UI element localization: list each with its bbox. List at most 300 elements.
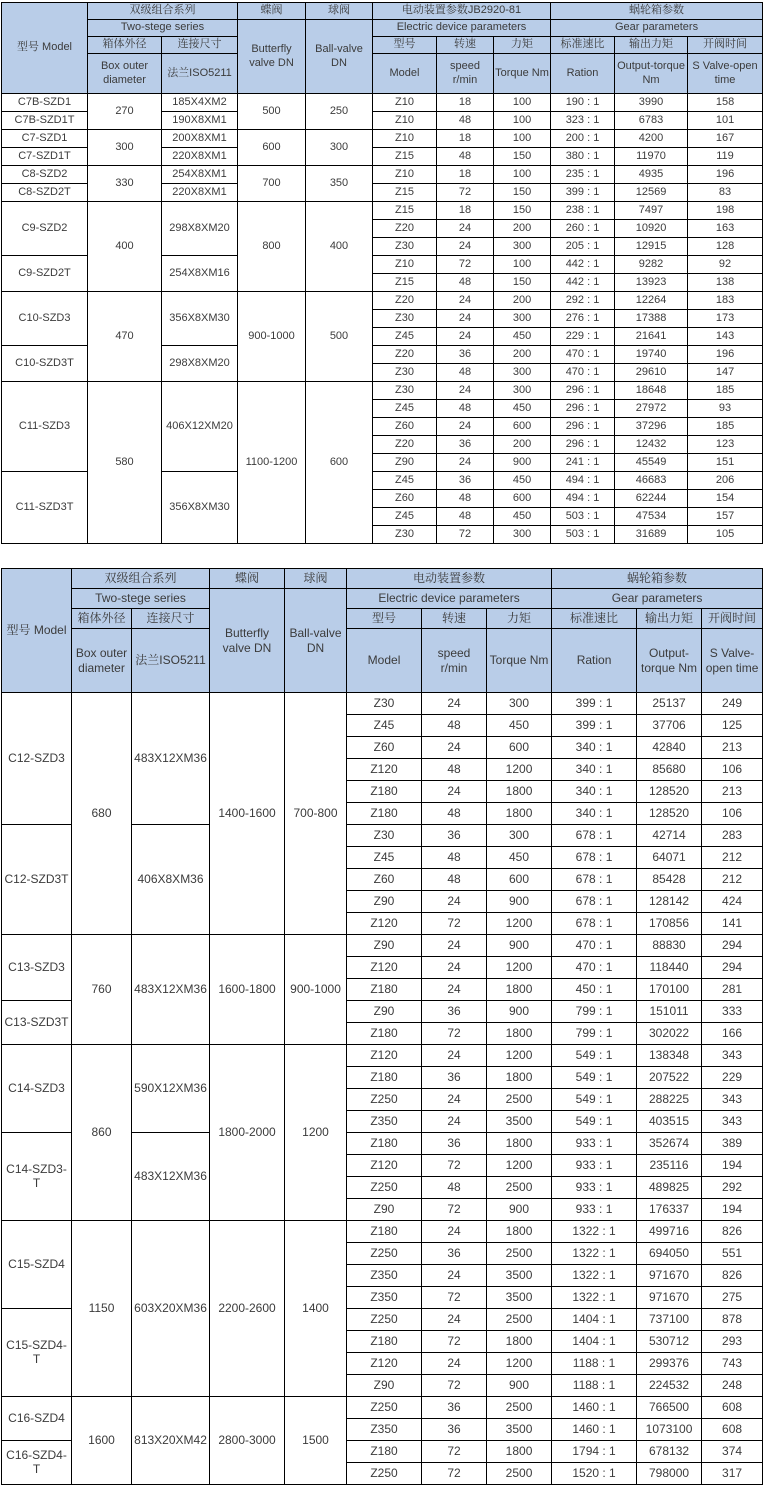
model-cell: C13-SZD3 [2,935,72,1001]
header-model: 型号 Model [2,3,88,94]
box-diameter-cell: 330 [88,166,162,202]
header-electric-zh: 电动装置参数 [347,569,552,589]
device-model-cell: Z30 [347,825,422,847]
open-time-cell: 194 [702,1155,763,1177]
output-torque-cell: 42714 [637,825,702,847]
speed-cell: 48 [422,803,487,825]
open-time-cell: 374 [702,1441,763,1463]
flange-cell: 298X8XM20 [162,346,238,382]
ratio-cell: 678 : 1 [552,869,637,891]
ratio-cell: 260 : 1 [551,220,615,238]
speed-cell: 36 [422,1243,487,1265]
speed-cell: 24 [422,693,487,715]
header-box-en: Box outer diameter [88,54,162,94]
ratio-cell: 296 : 1 [551,436,615,454]
open-time-cell: 343 [702,1089,763,1111]
flange-cell: 406X8XM36 [132,825,210,935]
header-row [2,569,763,589]
table-row [2,1045,763,1067]
box-diameter-cell: 680 [72,693,132,935]
open-time-cell: 424 [702,891,763,913]
ratio-cell: 933 : 1 [552,1133,637,1155]
speed-cell: 72 [422,1463,487,1485]
header-box-zh: 箱体外径 [72,609,132,629]
device-model-cell: Z250 [347,1177,422,1199]
header-box-zh: 箱体外径 [88,37,162,54]
speed-cell: 72 [422,913,487,935]
flange-cell: 190X8XM1 [162,112,238,130]
box-diameter-cell: 1150 [72,1221,132,1397]
ratio-cell: 1460 : 1 [552,1397,637,1419]
ratio-cell: 1794 : 1 [552,1441,637,1463]
torque-cell: 1800 [487,803,552,825]
device-model-cell: Z60 [347,737,422,759]
flange-cell: 603X20XM36 [132,1221,210,1397]
torque-cell: 900 [487,1375,552,1397]
speed-cell: 24 [437,454,494,472]
header-gear-zh: 蜗轮箱参数 [551,3,763,20]
model-cell: C10-SZD3 [2,292,88,346]
open-time-cell: 249 [702,693,763,715]
header-open-en: S Valve-open time [688,54,763,94]
speed-cell: 36 [422,1001,487,1023]
torque-cell: 300 [494,526,551,544]
model-cell: C15-SZD4 [2,1221,72,1309]
speed-cell: 24 [422,957,487,979]
speed-cell: 24 [437,418,494,436]
output-torque-cell: 7497 [615,202,688,220]
ratio-cell: 494 : 1 [551,490,615,508]
ratio-cell: 1322 : 1 [552,1265,637,1287]
torque-cell: 100 [494,130,551,148]
flange-cell: 483X12XM36 [132,693,210,825]
torque-cell: 600 [494,418,551,436]
table-row [2,693,763,715]
torque-cell: 2500 [487,1397,552,1419]
output-torque-cell: 10920 [615,220,688,238]
spec-table-1 [1,2,763,544]
speed-cell: 72 [422,1441,487,1463]
torque-cell: 1200 [487,913,552,935]
header-box-en: Box outer diameter [72,629,132,693]
output-torque-cell: 176337 [637,1199,702,1221]
table-row [2,1221,763,1243]
open-time-cell: 157 [688,508,763,526]
header-row [2,589,763,609]
model-cell: C16-SZD4 [2,1397,72,1441]
header-speed-zh: 转速 [437,37,494,54]
speed-cell: 72 [437,184,494,202]
open-time-cell: 343 [702,1045,763,1067]
ratio-cell: 933 : 1 [552,1199,637,1221]
open-time-cell: 105 [688,526,763,544]
output-torque-cell: 46683 [615,472,688,490]
model-cell: C11-SZD3 [2,382,88,472]
header-speed-en: speed r/min [422,629,487,693]
output-torque-cell: 352674 [637,1133,702,1155]
ratio-cell: 549 : 1 [552,1111,637,1133]
open-time-cell: 196 [688,346,763,364]
device-model-cell: Z45 [347,715,422,737]
header-flange-en: 法兰ISO5211 [132,629,210,693]
ratio-cell: 442 : 1 [551,256,615,274]
output-torque-cell: 12264 [615,292,688,310]
header-ratio-zh: 标准速比 [552,609,637,629]
ratio-cell: 340 : 1 [552,759,637,781]
torque-cell: 900 [487,891,552,913]
device-model-cell: Z10 [373,94,437,112]
speed-cell: 48 [437,490,494,508]
device-model-cell: Z10 [373,112,437,130]
speed-cell: 18 [437,94,494,112]
speed-cell: 24 [422,737,487,759]
open-time-cell: 166 [702,1023,763,1045]
table-row [2,166,763,184]
open-time-cell: 196 [688,166,763,184]
open-time-cell: 185 [688,418,763,436]
header-butterfly-en: Butterfly valve DN [210,589,285,693]
header-series-zh: 双级组合系列 [88,3,238,20]
device-model-cell: Z20 [373,220,437,238]
torque-cell: 450 [487,847,552,869]
speed-cell: 72 [422,1023,487,1045]
speed-cell: 24 [437,310,494,328]
torque-cell: 2500 [487,1243,552,1265]
flange-cell: 356X8XM30 [162,292,238,346]
device-model-cell: Z120 [347,759,422,781]
device-model-cell: Z15 [373,148,437,166]
header-open-zh: 开阀时间 [702,609,763,629]
torque-cell: 1800 [487,1023,552,1045]
open-time-cell: 206 [688,472,763,490]
header-ball-zh: 球阀 [285,569,347,589]
open-time-cell: 275 [702,1287,763,1309]
torque-cell: 100 [494,166,551,184]
header-output-zh: 输出力矩 [637,609,702,629]
device-model-cell: Z90 [373,454,437,472]
speed-cell: 36 [422,1133,487,1155]
model-cell: C12-SZD3T [2,825,72,935]
device-model-cell: Z120 [347,1155,422,1177]
device-model-cell: Z45 [373,328,437,346]
output-torque-cell: 37296 [615,418,688,436]
flange-cell: 483X12XM36 [132,935,210,1045]
open-time-cell: 147 [688,364,763,382]
flange-cell: 298X8XM20 [162,202,238,256]
output-torque-cell: 37706 [637,715,702,737]
device-model-cell: Z350 [347,1265,422,1287]
output-torque-cell: 489825 [637,1177,702,1199]
device-model-cell: Z180 [347,803,422,825]
device-model-cell: Z90 [347,1375,422,1397]
torque-cell: 900 [487,1001,552,1023]
torque-cell: 200 [494,436,551,454]
ball-dn-cell: 1200 [285,1045,347,1221]
open-time-cell: 343 [702,1111,763,1133]
ratio-cell: 296 : 1 [551,382,615,400]
output-torque-cell: 17388 [615,310,688,328]
device-model-cell: Z10 [373,166,437,184]
device-model-cell: Z120 [347,957,422,979]
header-ball-zh: 球阀 [306,3,373,20]
ball-dn-cell: 400 [306,202,373,292]
torque-cell: 200 [494,220,551,238]
torque-cell: 300 [487,825,552,847]
ratio-cell: 470 : 1 [551,364,615,382]
output-torque-cell: 1073100 [637,1419,702,1441]
open-time-cell: 826 [702,1265,763,1287]
torque-cell: 150 [494,184,551,202]
ratio-cell: 1322 : 1 [552,1287,637,1309]
device-model-cell: Z90 [347,1001,422,1023]
ratio-cell: 1188 : 1 [552,1353,637,1375]
device-model-cell: Z250 [347,1397,422,1419]
output-torque-cell: 302022 [637,1023,702,1045]
ball-dn-cell: 500 [306,292,373,382]
speed-cell: 24 [437,220,494,238]
ratio-cell: 549 : 1 [552,1045,637,1067]
model-cell: C7B-SZD1 [2,94,88,112]
butterfly-dn-cell: 800 [238,202,306,292]
ratio-cell: 241 : 1 [551,454,615,472]
model-cell: C12-SZD3 [2,693,72,825]
ratio-cell: 229 : 1 [551,328,615,346]
ratio-cell: 450 : 1 [552,979,637,1001]
open-time-cell: 294 [702,935,763,957]
speed-cell: 36 [437,472,494,490]
ratio-cell: 470 : 1 [551,346,615,364]
output-torque-cell: 88830 [637,935,702,957]
output-torque-cell: 13923 [615,274,688,292]
ratio-cell: 503 : 1 [551,526,615,544]
ratio-cell: 678 : 1 [552,913,637,935]
device-model-cell: Z20 [373,346,437,364]
torque-cell: 1800 [487,1133,552,1155]
output-torque-cell: 42840 [637,737,702,759]
model-cell: C7-SZD1 [2,130,88,148]
device-model-cell: Z250 [347,1089,422,1111]
device-model-cell: Z30 [373,238,437,256]
flange-cell: 185X4XM2 [162,94,238,112]
open-time-cell: 229 [702,1067,763,1089]
output-torque-cell: 766500 [637,1397,702,1419]
ratio-cell: 399 : 1 [552,693,637,715]
device-model-cell: Z45 [373,472,437,490]
output-torque-cell: 737100 [637,1309,702,1331]
open-time-cell: 608 [702,1397,763,1419]
header-torque-en: Torque Nm [487,629,552,693]
butterfly-dn-cell: 2800-3000 [210,1397,285,1485]
open-time-cell: 138 [688,274,763,292]
open-time-cell: 878 [702,1309,763,1331]
speed-cell: 24 [437,382,494,400]
torque-cell: 1200 [487,1045,552,1067]
ratio-cell: 296 : 1 [551,400,615,418]
device-model-cell: Z250 [347,1309,422,1331]
output-torque-cell: 21641 [615,328,688,346]
table-row [2,202,763,220]
open-time-cell: 333 [702,1001,763,1023]
output-torque-cell: 971670 [637,1265,702,1287]
header-output-en: Output-torque Nm [637,629,702,693]
torque-cell: 3500 [487,1287,552,1309]
torque-cell: 200 [494,346,551,364]
ball-dn-cell: 1500 [285,1397,347,1485]
device-model-cell: Z250 [347,1243,422,1265]
output-torque-cell: 971670 [637,1287,702,1309]
box-diameter-cell: 270 [88,94,162,130]
ratio-cell: 276 : 1 [551,310,615,328]
open-time-cell: 213 [702,737,763,759]
torque-cell: 150 [494,274,551,292]
torque-cell: 2500 [487,1089,552,1111]
torque-cell: 450 [487,715,552,737]
box-diameter-cell: 400 [88,202,162,292]
model-cell: C11-SZD3T [2,472,88,544]
output-torque-cell: 27972 [615,400,688,418]
open-time-cell: 317 [702,1463,763,1485]
open-time-cell: 128 [688,238,763,256]
model-cell: C7-SZD1T [2,148,88,166]
header-series-en: Two-stege series [88,20,238,37]
open-time-cell: 213 [702,781,763,803]
device-model-cell: Z180 [347,979,422,1001]
flange-cell: 406X12XM20 [162,382,238,472]
ball-dn-cell: 600 [306,382,373,544]
speed-cell: 72 [422,1331,487,1353]
ratio-cell: 799 : 1 [552,1001,637,1023]
speed-cell: 36 [422,825,487,847]
speed-cell: 72 [422,1199,487,1221]
speed-cell: 48 [437,508,494,526]
model-cell: C14-SZD3-T [2,1133,72,1221]
model-cell: C14-SZD3 [2,1045,72,1133]
flange-cell: 254X8XM1 [162,166,238,184]
open-time-cell: 389 [702,1133,763,1155]
output-torque-cell: 694050 [637,1243,702,1265]
ratio-cell: 549 : 1 [552,1067,637,1089]
header-ball-en: Ball-valve DN [306,20,373,94]
device-model-cell: Z180 [347,1331,422,1353]
speed-cell: 36 [422,1067,487,1089]
ratio-cell: 1322 : 1 [552,1221,637,1243]
speed-cell: 24 [422,781,487,803]
ball-dn-cell: 1400 [285,1221,347,1397]
ratio-cell: 235 : 1 [551,166,615,184]
ratio-cell: 205 : 1 [551,238,615,256]
header-model: 型号 Model [2,569,72,693]
header-row [2,3,763,20]
output-torque-cell: 224532 [637,1375,702,1397]
speed-cell: 48 [437,148,494,166]
speed-cell: 72 [422,1155,487,1177]
speed-cell: 48 [422,759,487,781]
torque-cell: 3500 [487,1419,552,1441]
open-time-cell: 167 [688,130,763,148]
speed-cell: 24 [422,891,487,913]
table-row [2,292,763,310]
open-time-cell: 283 [702,825,763,847]
output-torque-cell: 678132 [637,1441,702,1463]
flange-cell: 200X8XM1 [162,130,238,148]
torque-cell: 2500 [487,1463,552,1485]
header-device-model-zh: 型号 [373,37,437,54]
open-time-cell: 294 [702,957,763,979]
device-model-cell: Z180 [347,1133,422,1155]
speed-cell: 72 [422,1287,487,1309]
device-model-cell: Z90 [347,1199,422,1221]
speed-cell: 48 [422,869,487,891]
ratio-cell: 470 : 1 [552,957,637,979]
speed-cell: 48 [437,364,494,382]
torque-cell: 300 [494,364,551,382]
torque-cell: 450 [494,400,551,418]
torque-cell: 1800 [487,1221,552,1243]
torque-cell: 450 [494,328,551,346]
torque-cell: 450 [494,472,551,490]
device-model-cell: Z45 [347,847,422,869]
device-model-cell: Z120 [347,1353,422,1375]
box-diameter-cell: 470 [88,292,162,382]
ratio-cell: 678 : 1 [552,825,637,847]
butterfly-dn-cell: 500 [238,94,306,130]
speed-cell: 48 [422,1177,487,1199]
open-time-cell: 281 [702,979,763,1001]
header-ball-en: Ball-valve DN [285,589,347,693]
flange-cell: 220X8XM1 [162,184,238,202]
ratio-cell: 296 : 1 [551,418,615,436]
header-device-model-en: Model [373,54,437,94]
torque-cell: 200 [494,292,551,310]
output-torque-cell: 499716 [637,1221,702,1243]
header-butterfly-zh: 蝶阀 [238,3,306,20]
butterfly-dn-cell: 1100-1200 [238,382,306,544]
output-torque-cell: 9282 [615,256,688,274]
torque-cell: 150 [494,202,551,220]
device-model-cell: Z45 [373,400,437,418]
output-torque-cell: 128520 [637,781,702,803]
device-model-cell: Z15 [373,184,437,202]
device-model-cell: Z60 [373,490,437,508]
torque-cell: 3500 [487,1111,552,1133]
ratio-cell: 1188 : 1 [552,1375,637,1397]
output-torque-cell: 170856 [637,913,702,935]
output-torque-cell: 170100 [637,979,702,1001]
output-torque-cell: 6783 [615,112,688,130]
output-torque-cell: 19740 [615,346,688,364]
output-torque-cell: 128520 [637,803,702,825]
header-row [2,20,763,37]
flange-cell: 483X12XM36 [132,1133,210,1221]
open-time-cell: 183 [688,292,763,310]
torque-cell: 300 [494,238,551,256]
torque-cell: 1800 [487,1067,552,1089]
open-time-cell: 551 [702,1243,763,1265]
header-electric-en: Electric device parameters [347,589,552,609]
header-torque-zh: 力矩 [494,37,551,54]
torque-cell: 600 [494,490,551,508]
flange-cell: 254X8XM16 [162,256,238,292]
header-device-model-en: Model [347,629,422,693]
model-cell: C10-SZD3T [2,346,88,382]
ratio-cell: 1404 : 1 [552,1309,637,1331]
output-torque-cell: 118440 [637,957,702,979]
table-row [2,935,763,957]
model-cell: C8-SZD2 [2,166,88,184]
device-model-cell: Z180 [347,781,422,803]
torque-cell: 900 [487,1199,552,1221]
open-time-cell: 119 [688,148,763,166]
